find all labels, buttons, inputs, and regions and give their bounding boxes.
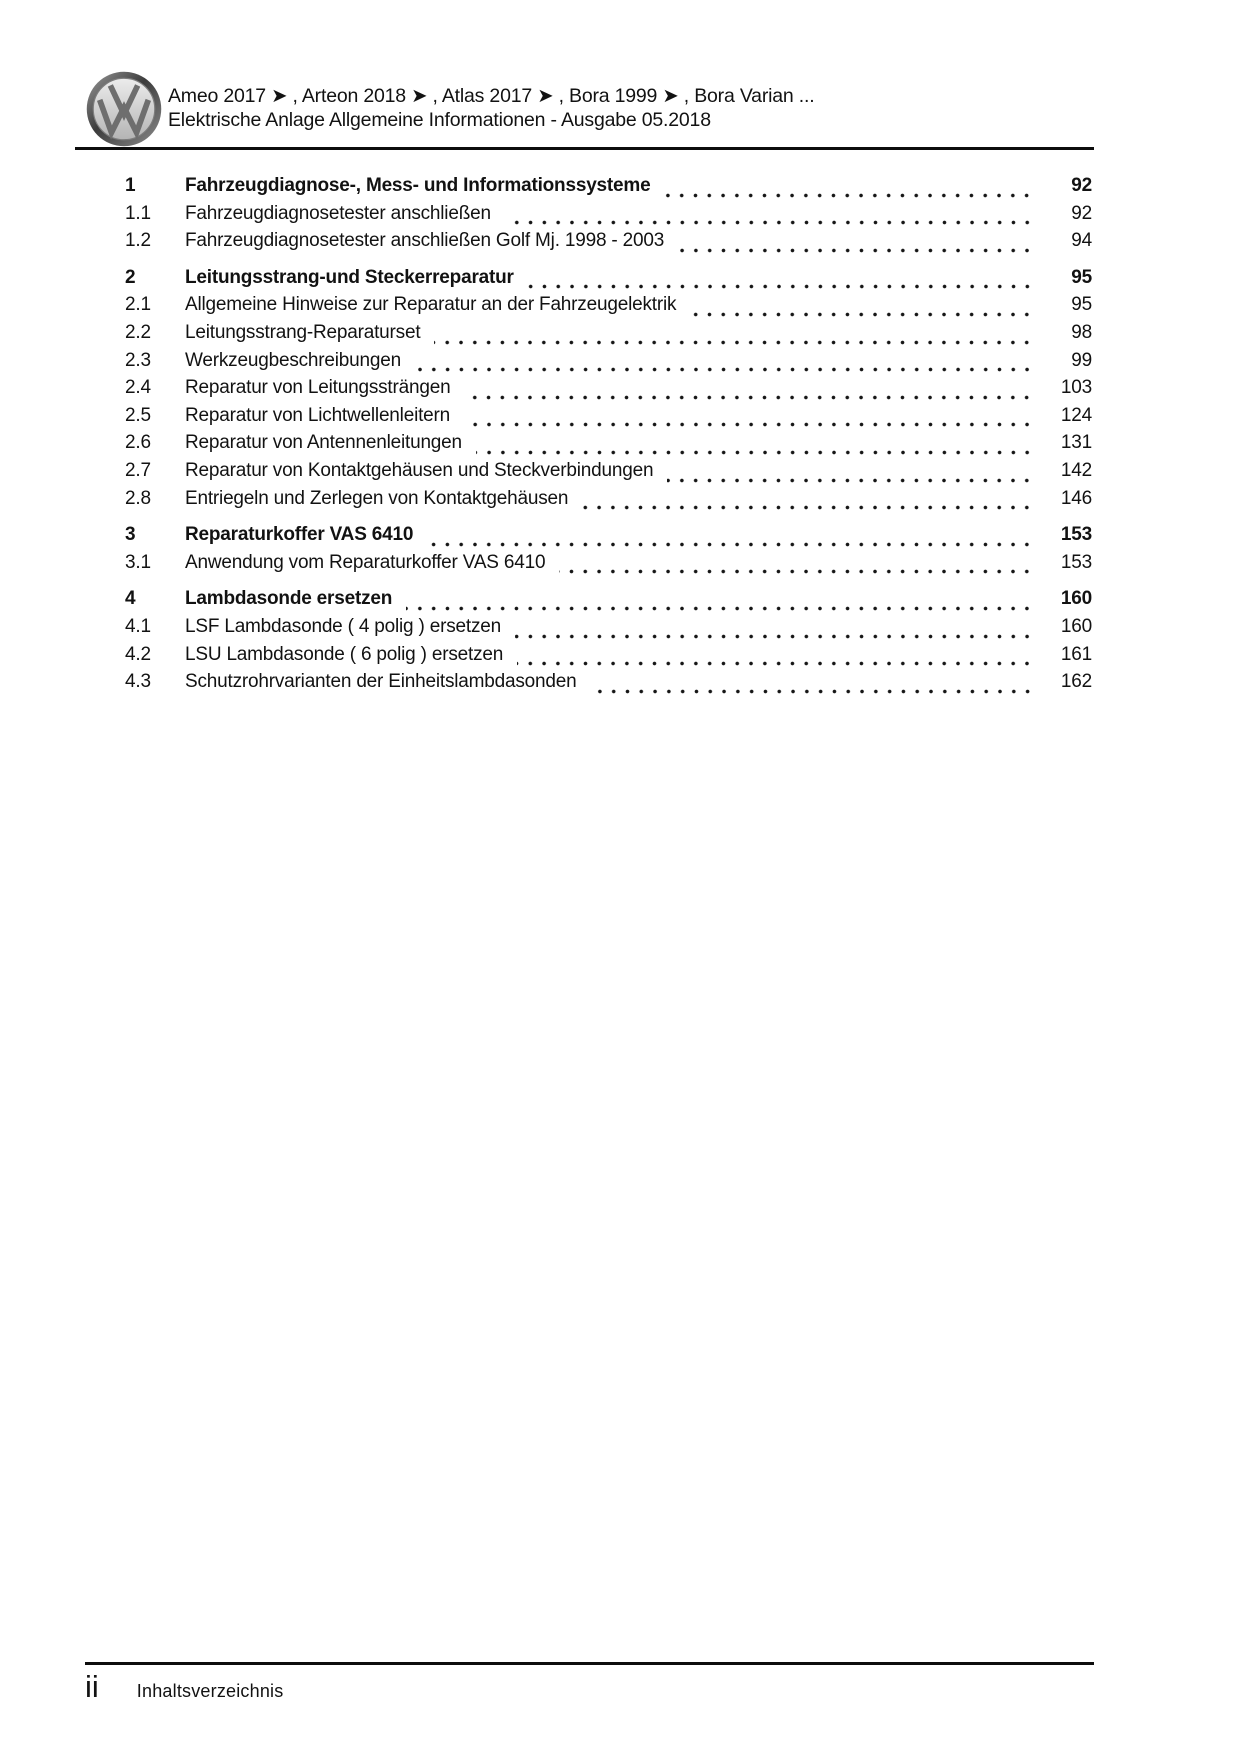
toc-entry-title: Fahrzeugdiagnosetester anschließen Golf Mj. 1998 - 2003 xyxy=(185,230,665,252)
toc-entry xyxy=(125,460,1092,488)
header-doc-title: Elektrische Anlage Allgemeine Informationen - Ausgabe 05.2018 xyxy=(168,109,711,131)
toc-entry-page: 98 xyxy=(1044,322,1092,1754)
toc-entry-page: 146 xyxy=(1044,488,1092,1754)
table-of-contents xyxy=(125,166,1092,699)
header-models-line: Ameo 2017 ➤ , Arteon 2018 ➤ , Atlas 2017 ➤ , Bora 1999 ➤ , Bora Varian ... xyxy=(168,85,815,107)
dot-leader xyxy=(517,660,1034,667)
toc-entry xyxy=(125,524,1092,552)
toc-entry xyxy=(125,644,1092,672)
toc-entry xyxy=(125,350,1092,378)
toc-entry-title: Reparatur von Leitungssträngen xyxy=(185,377,451,399)
dot-leader xyxy=(690,311,1034,318)
page-footer xyxy=(85,1670,283,1704)
toc-entry xyxy=(125,552,1092,580)
toc-entry-number: 2 xyxy=(125,266,136,288)
dot-leader xyxy=(667,477,1034,484)
header-rule xyxy=(75,147,1094,150)
toc-entry-page: 160 xyxy=(1044,616,1092,1754)
toc-entry-page: 153 xyxy=(1044,524,1092,1754)
toc-entry-number: 1 xyxy=(125,175,136,196)
toc-entry xyxy=(125,203,1092,231)
footer-rule xyxy=(85,1662,1094,1665)
toc-entry xyxy=(125,588,1092,616)
footer-page-number: ii xyxy=(85,1669,99,1704)
dot-leader xyxy=(515,633,1034,640)
toc-entry xyxy=(125,377,1092,405)
toc-entry-number: 2.2 xyxy=(125,321,151,343)
toc-entry-title: Werkzeugbeschreibungen xyxy=(185,349,402,371)
toc-entry-page: 124 xyxy=(1044,405,1092,1754)
toc-entry-page: 162 xyxy=(1044,671,1092,1754)
dot-leader xyxy=(528,283,1034,290)
dot-leader xyxy=(415,366,1034,373)
toc-entry xyxy=(125,405,1092,433)
toc-entry-page: 95 xyxy=(1044,294,1092,1754)
toc-entry-number: 2.3 xyxy=(125,349,151,371)
toc-entry-title: Fahrzeugdiagnose-, Mess- und Informationssysteme xyxy=(185,175,651,196)
toc-entry-page: 95 xyxy=(1044,267,1092,1754)
toc-entry-title: Reparatur von Antennenleitungen xyxy=(185,432,462,454)
toc-entry xyxy=(125,616,1092,644)
toc-entry-number: 2.4 xyxy=(125,377,151,399)
toc-entry-title: Schutzrohrvarianten der Einheitslambdasonden xyxy=(185,671,577,693)
toc-entry-page: 161 xyxy=(1044,644,1092,1754)
toc-entry-number: 1.1 xyxy=(125,202,151,224)
toc-entry-number: 4.2 xyxy=(125,643,151,665)
toc-entry xyxy=(125,322,1092,350)
toc-entry-page: 160 xyxy=(1044,588,1092,1754)
toc-entry-title: Leitungsstrang-Reparaturset xyxy=(185,321,421,343)
toc-entry-title: Reparatur von Kontaktgehäusen und Steckverbindungen xyxy=(185,459,654,481)
dot-leader xyxy=(664,192,1034,199)
dot-leader xyxy=(406,605,1034,612)
toc-entry-number: 2.1 xyxy=(125,294,151,316)
toc-entry-number: 2.7 xyxy=(125,459,151,481)
dot-leader xyxy=(678,247,1034,254)
toc-entry-number: 2.6 xyxy=(125,432,151,454)
toc-entry-title: LSU Lambdasonde ( 6 polig ) ersetzen xyxy=(185,643,504,665)
dot-leader xyxy=(591,688,1035,695)
toc-entry-page: 94 xyxy=(1044,230,1092,1754)
dot-leader xyxy=(427,541,1034,548)
dot-leader xyxy=(464,421,1034,428)
toc-entry xyxy=(125,488,1092,516)
dot-leader xyxy=(434,339,1034,346)
toc-entry-page: 92 xyxy=(1044,203,1092,1754)
toc-entry xyxy=(125,175,1092,203)
toc-entry-number: 2.5 xyxy=(125,404,151,426)
toc-entry-number: 4.3 xyxy=(125,671,151,693)
toc-entry-title: Fahrzeugdiagnosetester anschließen xyxy=(185,202,491,224)
toc-entry-number: 3 xyxy=(125,524,136,546)
toc-entry-title: Leitungsstrang-und Steckerreparatur xyxy=(185,266,514,288)
toc-entry xyxy=(125,432,1092,460)
toc-entry-page: 142 xyxy=(1044,460,1092,1754)
vw-logo-icon xyxy=(86,71,162,147)
dot-leader xyxy=(559,568,1034,575)
toc-entry-title: Reparatur von Lichtwellenleitern xyxy=(185,404,451,426)
toc-entry-title: Entriegeln und Zerlegen von Kontaktgehäusen xyxy=(185,487,569,509)
dot-leader xyxy=(476,449,1034,456)
toc-entry-title: LSF Lambdasonde ( 4 polig ) ersetzen xyxy=(185,615,501,637)
toc-entry-page: 131 xyxy=(1044,432,1092,1754)
toc-entry-page: 103 xyxy=(1044,377,1092,1754)
toc-entry-title: Allgemeine Hinweise zur Reparatur an der Fahrzeugelektrik xyxy=(185,294,677,316)
dot-leader xyxy=(582,504,1034,511)
toc-entry-number: 2.8 xyxy=(125,487,151,509)
toc-entry xyxy=(125,294,1092,322)
toc-entry xyxy=(125,671,1092,699)
toc-entry-number: 3.1 xyxy=(125,551,151,573)
toc-entry-title: Lambdasonde ersetzen xyxy=(185,588,393,610)
dot-leader xyxy=(505,219,1034,226)
toc-entry-number: 4 xyxy=(125,588,136,610)
toc-entry-title: Anwendung vom Reparaturkoffer VAS 6410 xyxy=(185,551,546,573)
page-header xyxy=(168,84,1098,132)
toc-entry xyxy=(125,267,1092,295)
dot-leader xyxy=(464,394,1034,401)
toc-entry-page: 99 xyxy=(1044,350,1092,1754)
toc-entry xyxy=(125,230,1092,258)
toc-entry-number: 4.1 xyxy=(125,615,151,637)
toc-entry-title: Reparaturkoffer VAS 6410 xyxy=(185,524,414,546)
toc-entry-number: 1.2 xyxy=(125,230,151,252)
toc-entry-page: 92 xyxy=(1044,175,1092,1754)
toc-entry-page: 153 xyxy=(1044,552,1092,1754)
footer-section-label: Inhaltsverzeichnis xyxy=(136,1681,284,1701)
